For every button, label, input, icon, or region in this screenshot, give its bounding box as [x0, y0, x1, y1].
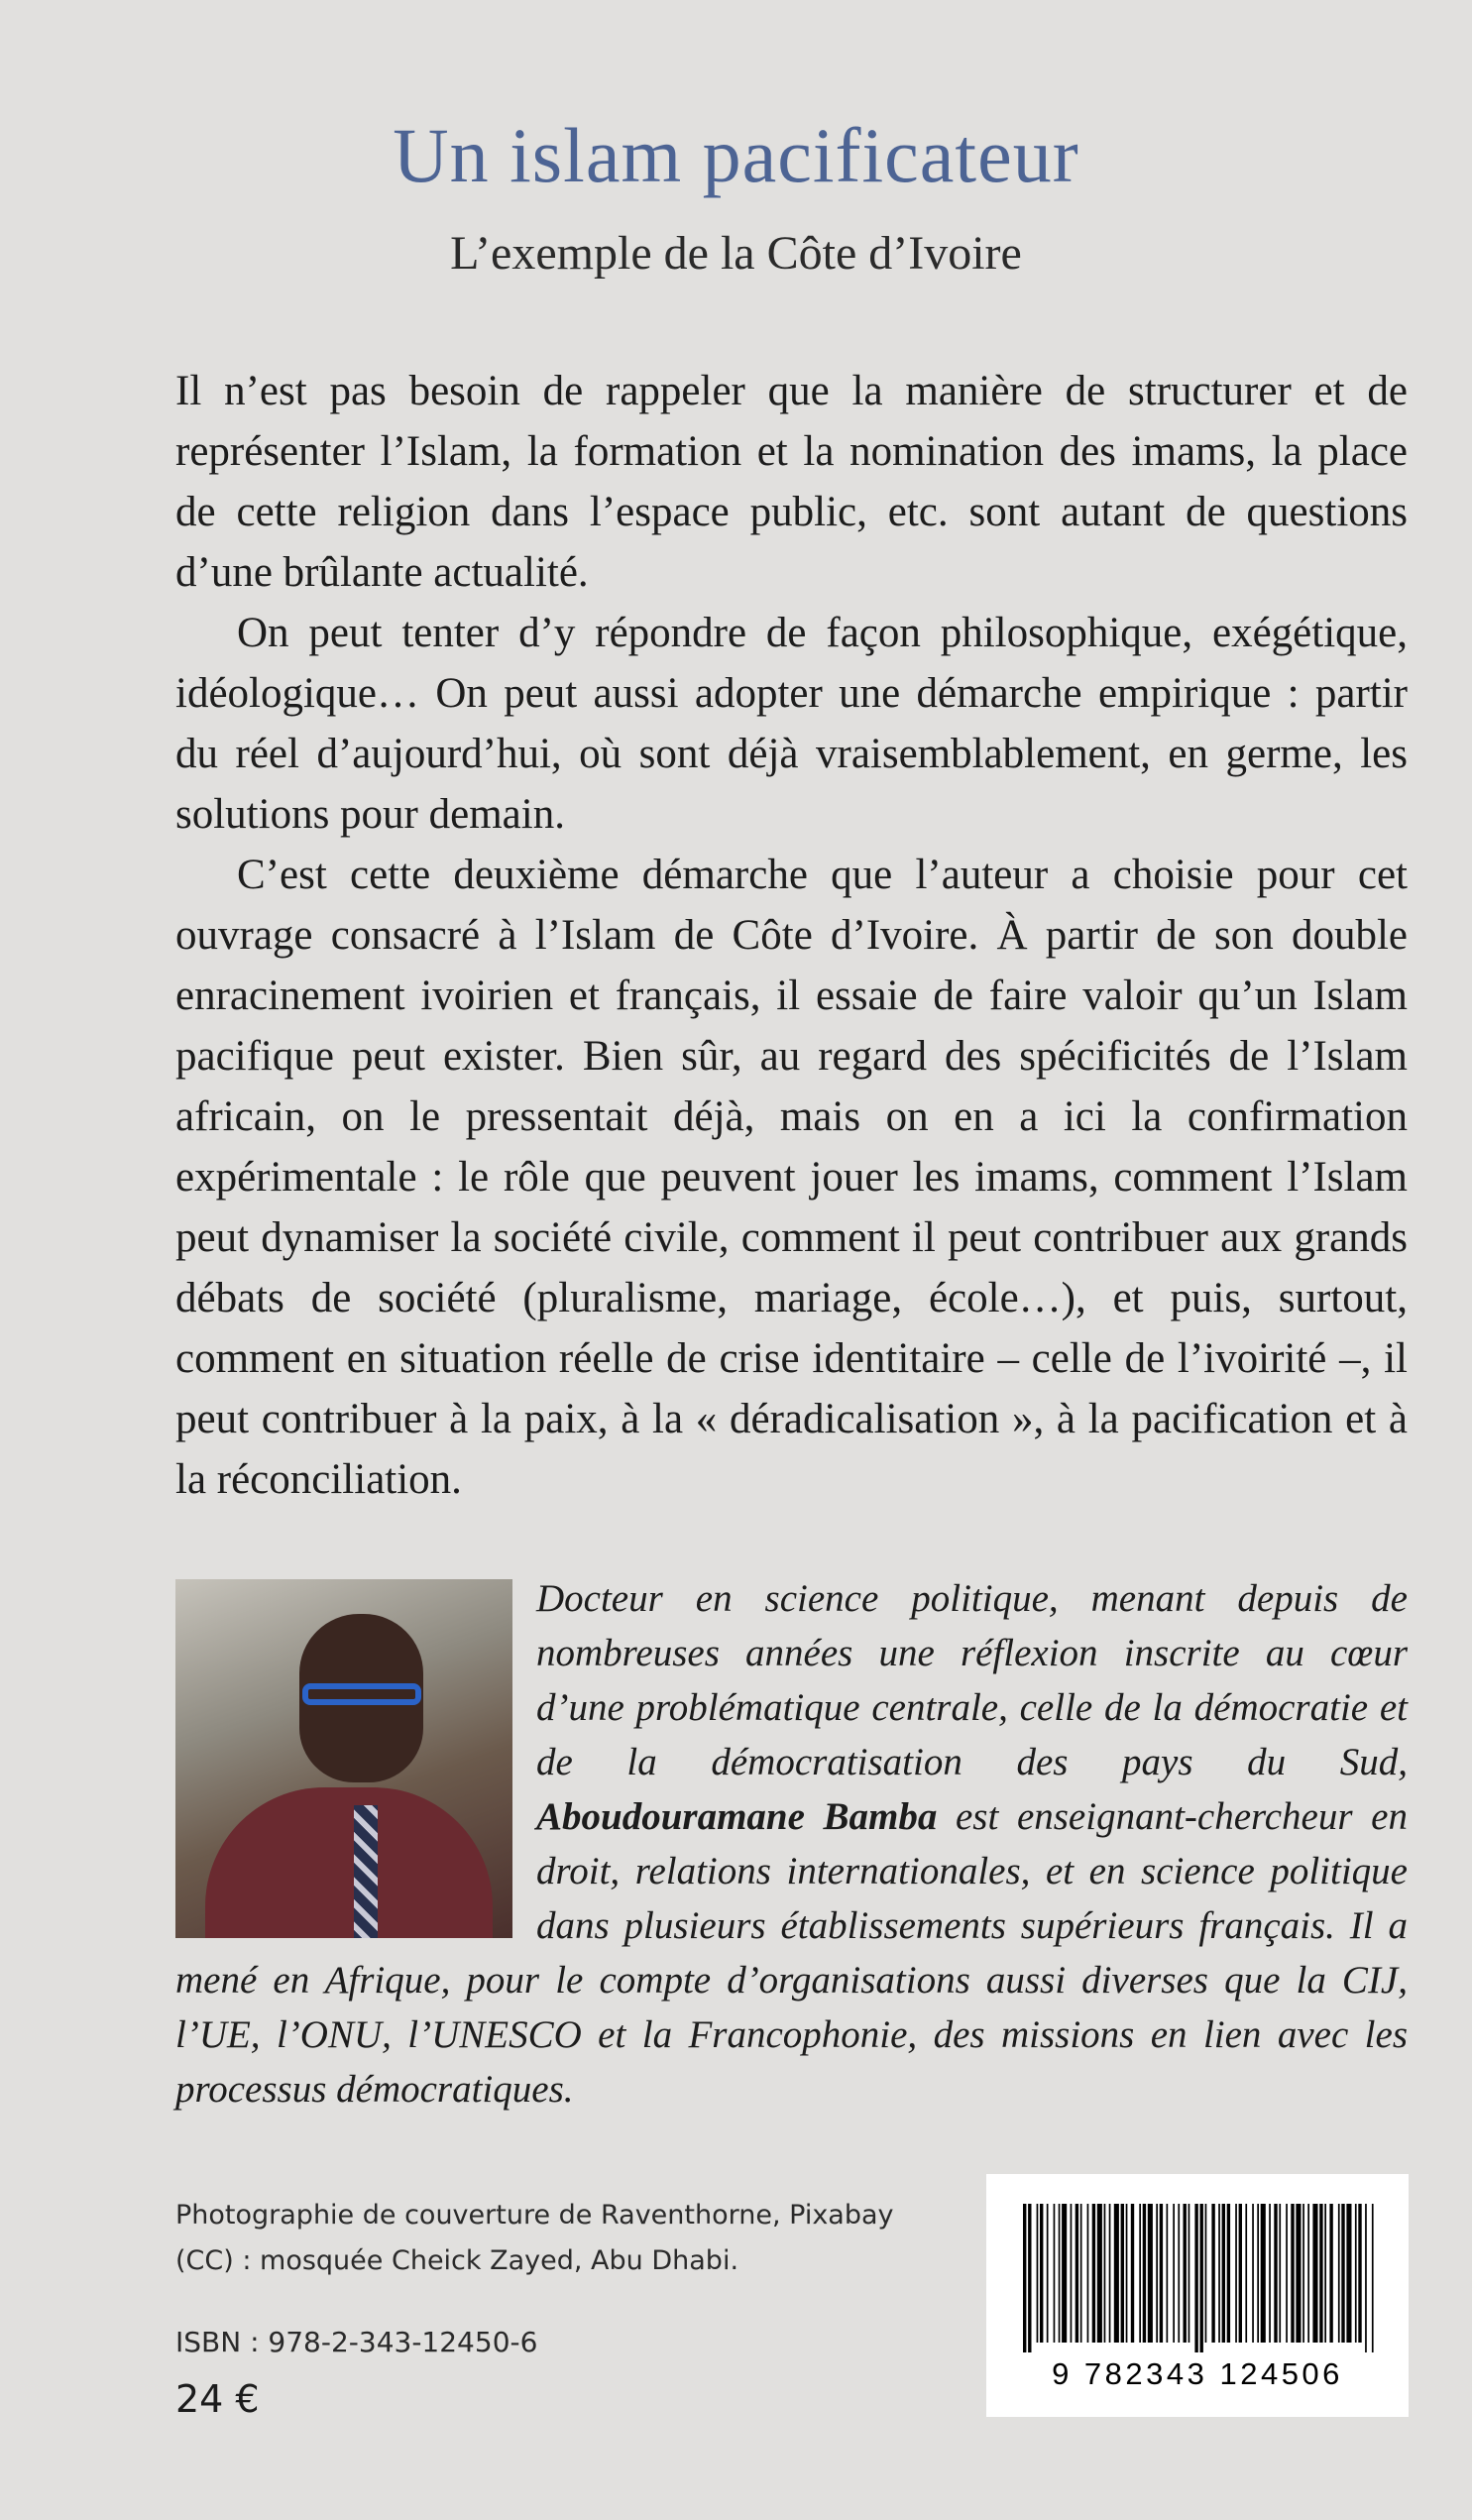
barcode-bar — [1319, 2204, 1322, 2343]
barcode-bar — [1302, 2204, 1304, 2343]
barcode-bar — [1040, 2204, 1043, 2343]
barcode-bar — [1307, 2204, 1309, 2343]
barcode-bar — [1167, 2204, 1169, 2343]
barcode-bar — [1222, 2204, 1225, 2343]
barcode-bar — [1218, 2204, 1220, 2343]
barcode-bar — [1104, 2204, 1106, 2343]
barcode-bars — [1019, 2204, 1376, 2352]
barcode-bar — [1121, 2204, 1124, 2343]
barcode-bar — [1092, 2204, 1095, 2343]
summary-text — [175, 361, 1408, 1510]
barcode-bar — [1059, 2204, 1061, 2343]
barcode-bar — [1109, 2204, 1111, 2343]
barcode-bar — [1227, 2204, 1230, 2343]
barcode-bar — [1324, 2204, 1326, 2343]
barcode-bar — [1189, 2204, 1190, 2343]
barcode-bar — [1097, 2204, 1102, 2343]
barcode — [986, 2174, 1409, 2417]
barcode-bar — [1148, 2204, 1153, 2343]
barcode-bar — [1178, 2204, 1180, 2343]
barcode-bar — [1296, 2204, 1301, 2343]
price: 24 € — [175, 2377, 260, 2421]
author-name: Aboudouramane Bamba — [536, 1795, 938, 1838]
photo-credit: Photographie de couverture de Raventhorne, Pixabay (CC) : mosquée Cheick Zayed, Abu Dhabi. — [175, 2200, 894, 2276]
barcode-bar — [1358, 2204, 1361, 2343]
barcode-bar — [1080, 2204, 1082, 2343]
barcode-bar — [1054, 2204, 1056, 2343]
barcode-bar — [1205, 2204, 1207, 2343]
barcode-bar — [1139, 2204, 1141, 2343]
barcode-bar — [1355, 2204, 1357, 2343]
barcode-bar — [1235, 2204, 1237, 2343]
barcode-bar — [1269, 2204, 1271, 2343]
barcode-bar — [1194, 2204, 1197, 2352]
barcode-bar — [1028, 2204, 1031, 2352]
barcode-bar — [1291, 2204, 1294, 2343]
barcode-bar — [1252, 2204, 1254, 2343]
barcode-bar — [1143, 2204, 1146, 2343]
isbn: ISBN : 978-2-343-12450-6 — [175, 2326, 538, 2358]
barcode-bar — [1341, 2204, 1344, 2343]
barcode-bar — [1114, 2204, 1119, 2343]
barcode-bar — [1037, 2204, 1039, 2343]
barcode-bar — [1076, 2204, 1078, 2343]
author-photo — [175, 1579, 512, 1938]
barcode-bar — [1245, 2204, 1247, 2343]
barcode-bar — [1126, 2204, 1128, 2343]
summary-paragraph-1: Il n’est pas besoin de rappeler que la manière de structurer et de représenter l’Islam, la formation et la nomination des imams, la place de cette religion dans l’espace public, etc. sont autant de questions d’une brûlante actualité. — [175, 368, 1408, 596]
barcode-bar — [1329, 2204, 1332, 2343]
barcode-bar — [1286, 2204, 1288, 2343]
book-title: Un islam pacificateur — [393, 112, 1079, 198]
summary-paragraph-3: C’est cette deuxième démarche que l’auteur a choisie pour cet ouvrage consacré à l’Islam de Côte d’Ivoire. À partir de son double enracinement ivoirien et français, il essaie de faire valoir qu’un Islam pacifique peut exister. Bien sûr, au regard des spécificités de l’Islam africain, on le pressentait déjà, mais on en a ici la confirmation expérimentale : le rôle que peuvent jouer les imams, comment l’Islam peut dynamiser la société civile, comment il peut contribuer aux grands débats de société (pluralisme, mariage, école…), et puis, surtout, comment en situation réelle de crise identitaire – celle de l’ivoirité –, il peut contribuer à la paix, à la « déradicalisation », à la pacification et à la réconciliation. — [175, 852, 1408, 1503]
barcode-bar — [1257, 2204, 1259, 2343]
barcode-bar — [1156, 2204, 1158, 2343]
barcode-bar — [1023, 2204, 1026, 2352]
barcode-bar — [1279, 2204, 1281, 2343]
book-subtitle: L’exemple de la Côte d’Ivoire — [450, 227, 1022, 280]
summary-paragraph-2: On peut tenter d’y répondre de façon philosophique, exégétique, idéologique… On peut aussi adopter une démarche empirique : partir du réel d’aujourd’hui, où sont déjà vraisemblablement, en germe, les solutions pour demain. — [175, 610, 1408, 838]
barcode-bar — [1160, 2204, 1163, 2343]
barcode-bar — [1261, 2204, 1266, 2343]
barcode-bar — [1239, 2204, 1242, 2343]
barcode-bar — [1200, 2204, 1203, 2352]
barcode-bar — [1047, 2204, 1049, 2343]
barcode-bar — [1062, 2204, 1067, 2343]
barcode-bar — [1274, 2204, 1277, 2343]
barcode-bar — [1184, 2204, 1187, 2343]
author-bio-intro: Docteur en science politique, menant depuis de nombreuses années une réflexion inscrite au cœur d’une problématique centrale, celle de la démocratie et de la démocratisation des pays du Sud, — [536, 1577, 1408, 1783]
barcode-bar — [1071, 2204, 1073, 2343]
author-bio — [175, 1571, 1408, 2117]
barcode-bar — [1087, 2204, 1089, 2343]
barcode-bar — [1131, 2204, 1134, 2343]
barcode-bar — [1338, 2204, 1340, 2343]
barcode-digits: 9 782343 124506 — [1052, 2356, 1343, 2391]
barcode-bar — [1173, 2204, 1175, 2343]
barcode-bar — [1312, 2204, 1317, 2343]
barcode-bar — [1372, 2204, 1374, 2352]
barcode-bar — [1346, 2204, 1351, 2343]
author-bio-rest: est enseignant-chercheur en droit, relations internationales, et en science politique dans plusieurs établissements supérieurs français. Il a mené en Afrique, pour le compte d’organisations aussi diverses que la CIJ, l’UE, l’ONU, l’UNESCO et la Francophonie, des missions en lien avec les processus démocratiques. — [175, 1795, 1408, 2111]
barcode-bar — [1211, 2204, 1214, 2343]
barcode-bar — [1365, 2204, 1367, 2352]
